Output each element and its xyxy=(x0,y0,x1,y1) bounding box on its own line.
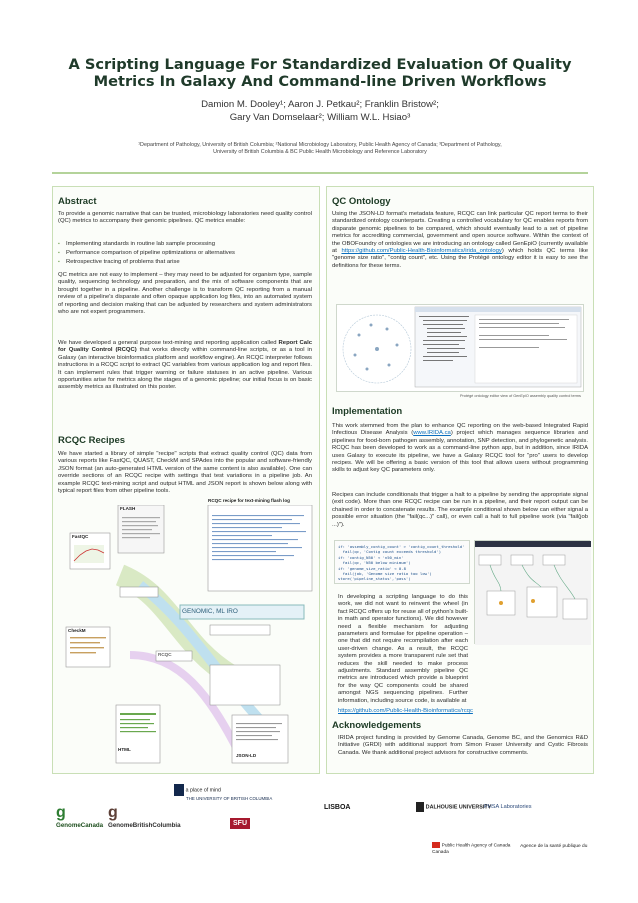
dalhousie-logo xyxy=(416,802,491,812)
ubc-text-2: THE UNIVERSITY OF BRITISH COLUMBIA xyxy=(186,796,273,801)
header-divider xyxy=(52,172,588,174)
title-line-1: A Scripting Language For Standardized Evaluation Of Quality xyxy=(68,56,572,73)
sponsor-logos xyxy=(52,780,588,880)
label-json: JSON-LD xyxy=(236,753,257,758)
abstract-p3-a: We have developed a general purpose text-mining and reporting application called xyxy=(58,340,279,346)
ontology-p1-a: Using the JSON-LD format's metadata feature, RCQC can link particular QC report terms to their standardized ontology counterparts. Creating a controlled vocabulary for QC enables reports from disparate genomic pipelines to be compared, which should eventually lead to a set of pipeline metrics for accrediting commercial, government and open source software. Within the context of the OBOFoundry of ontologies we are introducing an ontology called GenEpiO (currently available at xyxy=(332,211,588,255)
label-genomic: GENOMIC, ML IRO xyxy=(182,608,238,615)
genome-bc-mark-icon: g xyxy=(108,804,118,821)
protege-caption: Protégé ontology editor view of GenEpiO assembly quality control terms xyxy=(460,394,581,398)
impl-p1-a: This work stemmed from the plan to enhance QC reporting on the web-based Integrated Rapid Infectious Disease Analysis ( xyxy=(332,423,588,437)
label-recipe: RCQC recipe for text-mining flash log xyxy=(208,498,290,503)
code-line: if: 'assembly_contig_count' > 'contig_count_threshold' xyxy=(338,544,465,549)
phac-fr-text: Agence de la santé publique du Canada xyxy=(432,843,588,855)
abstract-bullets xyxy=(58,240,312,267)
poster-title xyxy=(52,56,588,90)
rcqc-github-link[interactable]: https://github.com/Public-Health-Bioinformatics/rcqc xyxy=(338,708,473,714)
bullet-item: ▪ Implementing standards in routine lab sample processing xyxy=(58,240,312,249)
label-html: HTML xyxy=(118,747,131,752)
rcqc-name: Report Calc for Quality Control (RCQC) xyxy=(58,340,312,354)
label-rcqc: RCQC xyxy=(158,652,172,657)
bullet-item: ▪ Performance comparison of pipeline optimizations or alternatives xyxy=(58,249,312,258)
lisboa-logo xyxy=(324,804,350,811)
ontology-p1-b: ) which holds QC terms like "genome size ratio", "contig count", etc. Using the Protégé ontology editor it is easy to see the definitions for these terms. xyxy=(332,248,588,269)
protege-screenshot xyxy=(337,305,585,393)
ontology-heading: QC Ontology xyxy=(332,196,391,207)
recipes-paragraph: We have started a library of simple "recipe" scripts that extract quality control (QC) data from various reports like FastQC, QUAST, CheckM and SPAdes into the popular and software-friendly JSON format (an auto-generated HTML version of the same content is also available). One can override sections of an RCQC recipe with settings that test variations in a pipeline job. An example RCQC text-mining script and output HTML and JSON report is shown below along with typical report files from other pipeline tools. xyxy=(58,451,312,495)
code-line: if: 'contig_N50' < 'n50_min' xyxy=(338,554,404,560)
galaxy-workflow xyxy=(475,541,591,645)
lisboa-text: LISBOA xyxy=(324,804,351,811)
genome-bc-text: GenomeBritishColumbia xyxy=(108,822,181,829)
label-checkm: CheckM xyxy=(68,628,86,633)
source-link-line xyxy=(338,708,588,715)
sfu-text: SFU xyxy=(230,818,250,829)
implementation-heading: Implementation xyxy=(332,406,403,417)
abstract-heading: Abstract xyxy=(58,196,97,207)
code-line: fail(job, 'Genome size ratio too low') xyxy=(338,571,432,577)
phac-logo xyxy=(432,842,588,855)
label-fastqc: FastQC xyxy=(72,534,89,539)
affil-line-2: University of British Columbia & BC Public Health Microbiology and Reference Laboratory xyxy=(213,149,427,155)
phsa-logo xyxy=(484,804,532,810)
implementation-paragraph-1 xyxy=(332,423,588,475)
sfu-logo xyxy=(230,818,250,829)
affiliations xyxy=(52,142,588,156)
genome-bc-logo xyxy=(108,804,181,829)
recipes-figure xyxy=(60,498,314,767)
abstract-paragraph-2: QC metrics are not easy to implement – they may need to be adjusted for organism type, sample quality, sequencing technology and preparation, and the mix of software components that are brought together in a pipeline. Another challenge is to transform QC reporting from a manual review of a pipeline's disparate and often opaque application log files, into an automated system of reporting and decision making that can be adjusted by researchers and system administrators who are not expert programmers. xyxy=(58,272,312,316)
recipes-heading: RCQC Recipes xyxy=(58,435,126,446)
genome-canada-mark-icon: g xyxy=(56,804,66,821)
label-flash: FLASH xyxy=(120,506,136,511)
authors-line-2: Gary Van Domselaar²; William W.L. Hsiao³ xyxy=(229,112,411,123)
code-line: if: 'genome_size_ratio' < 0.8 xyxy=(338,565,406,571)
implementation-paragraph-3: In developing a scripting language to do this work, we did not want to reinvent the wheel (in fact RCQC offers up for reuse all of python's built-in math and operator functions). We did however need a flexible mechanism for adjusting parameters and formulae for pipeline operation – one that did not require recompilation after each user-driven change. As a result, the RCQC system provides a more transparent rule set that reduces the skill needed to make process adjustments. Standard assembly pipeline QC metrics are introduced which provide a blueprint for the way QC components could be shared amongst NGS sequencing pipelines. Further information, including source code, is available at xyxy=(338,594,468,704)
affil-line-1: ¹Department of Pathology, University of British Columbia; ²National Microbiology Laboratory, Public Health Agency of Canada; ³Department of Pathology, xyxy=(138,142,502,148)
acknowledgements-heading: Acknowledgements xyxy=(332,720,422,731)
acknowledgements-paragraph: IRIDA project funding is provided by Genome Canada, Genome BC, and the Genomics R&D Initiative (GRDI) with additional support from Simon Fraser University and Cystic Fibrosis Canada. We thank additional project advisors for constructive comments. xyxy=(338,735,588,756)
protege-figure xyxy=(336,304,584,392)
authors-line-1: Damion M. Dooley¹; Aaron J. Petkau²; Franklin Bristow²; xyxy=(201,99,439,110)
impl-p1-b: ) project which manages sequence libraries and pipelines for food-born pathogen assembly, annotation, SNP detection, and phylogenetic analysis. RCQC has been developed to work as a command-line python app, but in addition, since IRIDA uses Galaxy to execute its pipeline, we have a Galaxy RCQC tool for "pro" users to develop recipes. We will be offering a basic version of this tool that allows users without programming skills to adjust key QC parameters only. xyxy=(332,430,588,474)
abstract-p3-b: that works directly within command-line scripts, or as a tool in Galaxy (an interactive bioinformatics platform and workflow engine). An RCQC interpreter follows instructions in a RCQC script to extract QC variables from various application log and report files. It can implement rules that trigger warning or failure statuses in an active pipeline. Various opportunities arise for metrics along the stages of a genomic pipeline; our initial focus is on basic assembly metrics as illustrated on this poster. xyxy=(58,347,313,391)
recipes-diagram xyxy=(60,505,314,767)
rcqc-code xyxy=(335,541,469,585)
dalhousie-text: DALHOUSIE UNIVERSITY xyxy=(425,804,492,811)
galaxy-workflow-figure xyxy=(474,540,590,644)
genome-canada-text: GenomeCanada xyxy=(56,822,104,829)
phac-en-text: Public Health Agency of Canada xyxy=(441,843,511,849)
phsa-text: PHSA Laboratories xyxy=(484,804,532,810)
bullet-item: ▪ Retrospective tracing of problems that arise xyxy=(58,258,312,267)
abstract-paragraph-3 xyxy=(58,340,312,392)
code-line: fail(qc, 'N50 below minimum') xyxy=(338,560,411,566)
implementation-paragraph-2: Recipes can include conditionals that trigger a halt to a pipeline by sending the appropriate signal (exit code). More than one RCQC recipe can be run in a pipeline, and their report output can be chained in order to concatenate results. The example conditional shown below can either signal a possible error situation (the "fail(qc...)" call), or even call a halt to full pipeline work (via "fail(job ...)"). xyxy=(332,492,588,528)
title-line-2: Metrics In Galaxy And Command-line Driven Workflows xyxy=(93,73,547,90)
code-line: fail(qc, 'Contig count exceeds threshold') xyxy=(338,549,442,555)
dalhousie-crest-icon xyxy=(416,802,424,812)
genome-canada-logo xyxy=(56,804,103,829)
canada-flag-icon xyxy=(432,842,440,848)
irida-link[interactable]: www.IRIDA.ca xyxy=(413,430,451,437)
ubc-crest-icon xyxy=(174,784,184,796)
ontology-paragraph xyxy=(332,211,588,270)
ubc-logo xyxy=(174,784,272,802)
authors xyxy=(52,98,588,124)
ontology-link[interactable]: https://github.com/Public-Health-Bioinformatics/irida_ontology xyxy=(341,248,502,255)
ubc-text-1: a place of mind xyxy=(185,787,221,794)
abstract-intro: To provide a genomic narrative that can be trusted, microbiology laboratories need quality control (QC) metrics to accompany their genomic pipelines. QC metrics enable: xyxy=(58,211,312,225)
rcqc-code-figure xyxy=(334,540,470,584)
code-line: store('pipeline_status','pass') xyxy=(338,576,411,582)
